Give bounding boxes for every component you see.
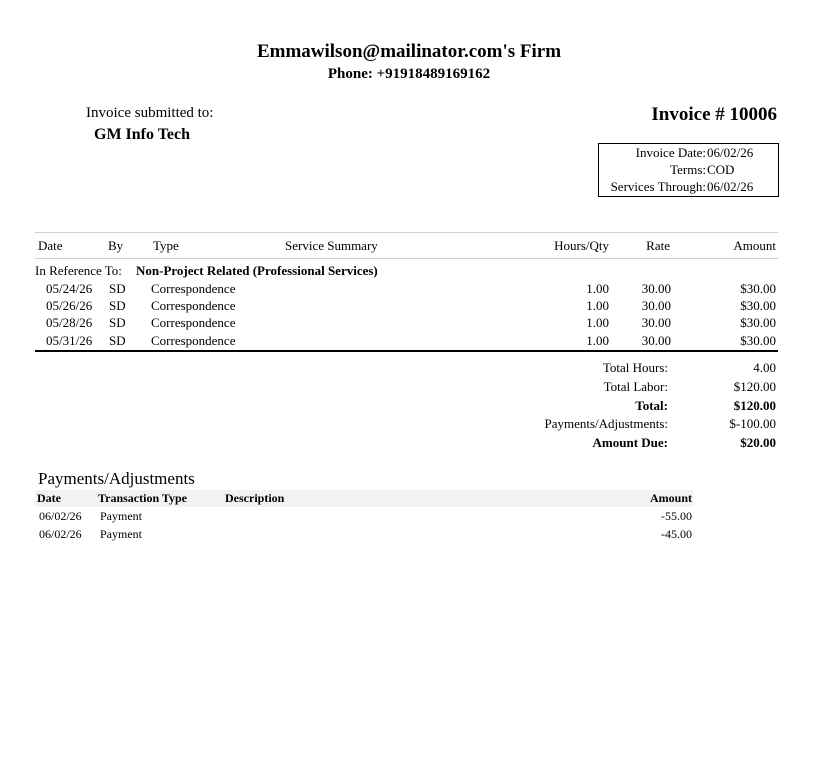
total-labor-label: Total Labor:	[603, 379, 668, 394]
amount-due-value: $20.00	[740, 435, 776, 450]
invoice-number: Invoice # 10006	[651, 104, 777, 125]
payments-col-date: Date	[37, 491, 61, 505]
row-date: 05/31/26	[46, 333, 93, 348]
row-type: Correspondence	[151, 298, 236, 313]
row-type: Correspondence	[151, 333, 236, 348]
row-rate: 30.00	[641, 315, 671, 330]
col-header-date: Date	[38, 238, 63, 253]
col-header-hours: Hours/Qty	[554, 238, 609, 253]
payments-col-description: Description	[225, 491, 285, 505]
row-hours: 1.00	[586, 281, 609, 296]
row-amount: $30.00	[740, 281, 776, 296]
table-bottom-rule	[35, 350, 778, 352]
row-hours: 1.00	[586, 298, 609, 313]
col-header-rate: Rate	[646, 238, 670, 253]
row-by: SD	[109, 315, 126, 330]
payments-section-title: Payments/Adjustments	[38, 469, 195, 488]
payment-date: 06/02/26	[39, 527, 82, 541]
row-date: 05/28/26	[46, 315, 93, 330]
row-date: 05/26/26	[46, 298, 93, 313]
row-rate: 30.00	[641, 281, 671, 296]
invoice-date-row	[599, 145, 778, 163]
total-labor-value: $120.00	[733, 379, 776, 394]
col-header-by: By	[108, 238, 124, 253]
header-rule	[35, 258, 778, 259]
row-by: SD	[109, 333, 126, 348]
total-hours-value: 4.00	[753, 360, 776, 375]
row-type: Correspondence	[151, 281, 236, 296]
payments-col-amount: Amount	[649, 491, 692, 505]
terms-row	[599, 162, 778, 180]
reference-value: Non-Project Related (Professional Services)	[136, 263, 378, 278]
row-hours: 1.00	[586, 315, 609, 330]
row-amount: $30.00	[740, 298, 776, 313]
row-date: 05/24/26	[46, 281, 93, 296]
payment-type: Payment	[100, 509, 142, 523]
row-by: SD	[109, 298, 126, 313]
payments-adjustments-value: $-100.00	[729, 416, 776, 431]
amount-due-label: Amount Due:	[592, 435, 668, 450]
col-header-summary: Service Summary	[285, 238, 378, 253]
firm-name: Emmawilson@mailinator.com's Firm	[256, 41, 562, 62]
submitted-to-label: Invoice submitted to:	[86, 105, 214, 121]
terms-label: Terms:	[670, 162, 706, 177]
row-hours: 1.00	[586, 333, 609, 348]
col-header-amount: Amount	[733, 238, 776, 253]
payment-amount: -55.00	[661, 509, 692, 523]
row-amount: $30.00	[740, 315, 776, 330]
invoice-meta-box	[598, 143, 779, 197]
invoice-date-label: Invoice Date:	[635, 145, 706, 160]
table-top-rule	[35, 232, 778, 233]
payments-col-type: Transaction Type	[98, 491, 188, 505]
payment-amount: -45.00	[661, 527, 692, 541]
total-hours-label: Total Hours:	[602, 360, 668, 375]
total-value: $120.00	[733, 398, 776, 413]
client-name: GM Info Tech	[94, 126, 191, 143]
row-amount: $30.00	[740, 333, 776, 348]
services-through-row	[599, 179, 778, 197]
invoice-date-value: 06/02/26	[707, 145, 754, 160]
row-type: Correspondence	[151, 315, 236, 330]
row-rate: 30.00	[641, 298, 671, 313]
reference-label: In Reference To:	[35, 263, 122, 278]
terms-value: COD	[707, 162, 735, 177]
services-through-label: Services Through:	[610, 179, 706, 194]
col-header-type: Type	[153, 238, 179, 253]
payment-type: Payment	[100, 527, 142, 541]
firm-phone: Phone: +91918489169162	[327, 66, 491, 82]
row-by: SD	[109, 281, 126, 296]
services-through-value: 06/02/26	[707, 179, 754, 194]
row-rate: 30.00	[641, 333, 671, 348]
payment-date: 06/02/26	[39, 509, 82, 523]
total-label: Total:	[635, 398, 668, 413]
payments-adjustments-label: Payments/Adjustments:	[544, 416, 668, 431]
